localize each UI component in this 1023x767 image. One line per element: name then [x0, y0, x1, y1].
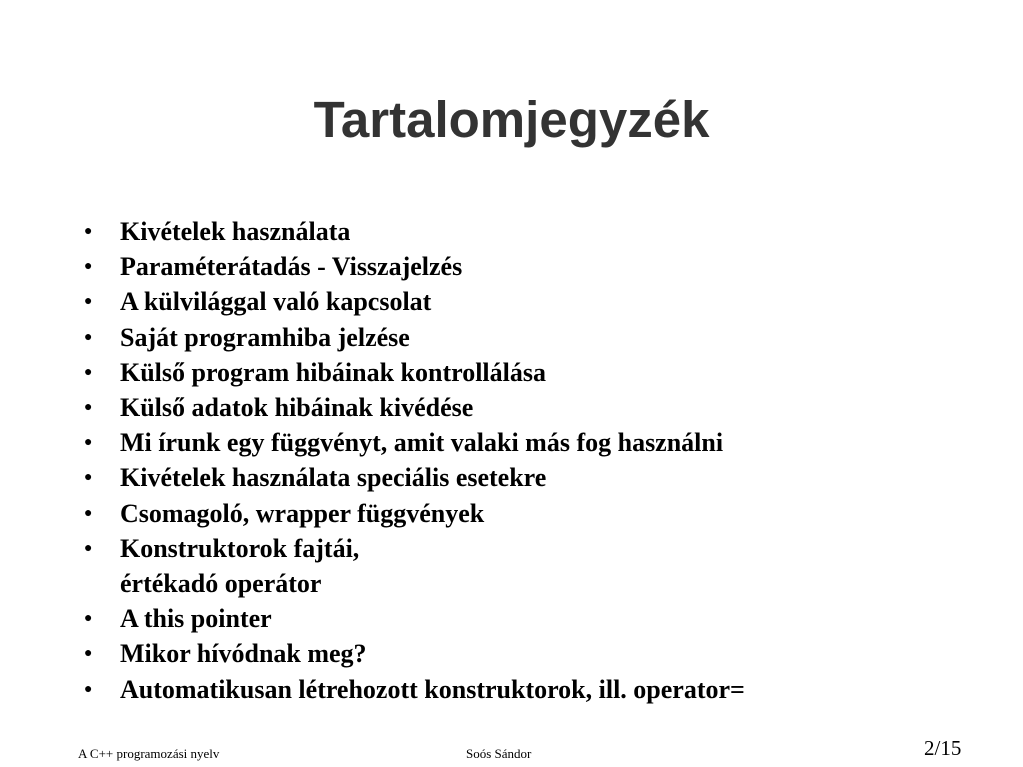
toc-item	[84, 672, 745, 707]
toc-item	[84, 249, 745, 284]
slide-title: Tartalomjegyzék	[313, 91, 710, 148]
toc-item-text: értékadó operátor	[120, 569, 322, 599]
toc-item	[84, 601, 745, 636]
toc-item	[84, 636, 745, 671]
footer-course-name: A C++ programozási nyelv	[78, 746, 220, 761]
bullet-icon: ●	[84, 540, 93, 556]
toc-item	[84, 320, 745, 355]
toc-item-text: A külvilággal való kapcsolat	[120, 287, 432, 317]
page-number: 2/15	[924, 736, 962, 760]
toc-item	[84, 390, 745, 425]
bullet-icon: ●	[84, 435, 93, 451]
toc-item-text: Külső program hibáinak kontrollálása	[120, 357, 546, 387]
toc-item	[84, 425, 745, 460]
bullet-icon: ●	[84, 329, 93, 345]
bullet-icon: ●	[84, 364, 93, 380]
toc-item	[84, 214, 745, 249]
bullet-icon: ●	[84, 681, 93, 697]
toc-item-text: Kivételek használata	[120, 217, 351, 246]
toc-item	[84, 355, 745, 390]
bullet-icon: ●	[84, 400, 93, 416]
toc-item-text: Mikor hívódnak meg?	[120, 639, 367, 669]
toc-item	[84, 284, 745, 319]
bullet-icon: ●	[84, 259, 93, 275]
toc-item-text: Mi írunk egy függvényt, amit valaki más fog használni	[120, 428, 724, 458]
footer-author: Soós Sándor	[466, 746, 532, 761]
bullet-icon: ●	[84, 470, 93, 486]
toc-item-text: Konstruktorok fajtái,	[120, 533, 360, 563]
toc-item	[84, 496, 745, 531]
toc-item-text: Csomagoló, wrapper függvények	[120, 498, 485, 528]
toc-item-text: Automatikusan létrehozott konstruktorok, ill. operator=	[120, 674, 745, 704]
toc-item-text: Saját programhiba jelzése	[120, 322, 410, 352]
toc-item-text: Paraméterátadás - Visszajelzés	[120, 252, 463, 282]
bullet-icon: ●	[84, 646, 93, 662]
bullet-icon: ●	[84, 224, 93, 239]
toc-list	[84, 214, 745, 707]
toc-item-text: Külső adatok hibáinak kivédése	[120, 393, 474, 423]
toc-item-text: Kivételek használata speciális esetekre	[120, 463, 547, 493]
toc-item	[84, 460, 745, 495]
toc-item	[84, 531, 745, 601]
bullet-icon: ●	[84, 294, 93, 310]
bullet-icon: ●	[84, 611, 93, 627]
toc-item-text: A this pointer	[120, 604, 272, 634]
bullet-icon: ●	[84, 505, 93, 521]
